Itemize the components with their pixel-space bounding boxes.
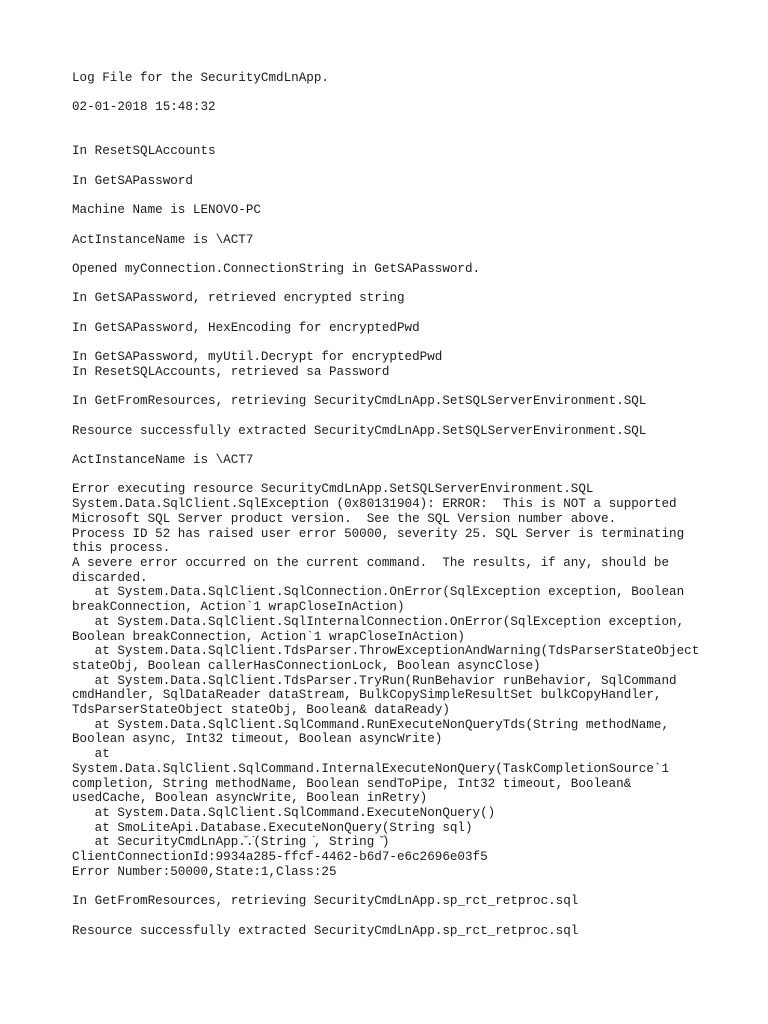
error-line: Microsoft SQL Server product version. See the SQL Version number above.: [72, 511, 617, 526]
error-line: discarded.: [72, 570, 148, 585]
stack-trace-line: at System.Data.SqlClient.TdsParser.TryRun(RunBehavior runBehavior, SqlCommand: [72, 673, 677, 688]
error-block: [72, 482, 712, 879]
stack-trace-line: TdsParserStateObject stateObj, Boolean& dataReady): [72, 703, 450, 718]
stack-trace-line: at System.Data.SqlClient.SqlInternalConnection.OnError(SqlException exception,: [72, 614, 685, 629]
log-line: Resource successfully extracted SecurityCmdLnApp.SetSQLServerEnvironment.SQL: [72, 423, 647, 438]
log-header: Log File for the SecurityCmdLnApp.: [72, 71, 329, 85]
client-connection-id: ClientConnectionId:9934a285-ffcf-4462-b6d7-e6c2696e03f5: [72, 850, 488, 865]
stack-trace-line: breakConnection, Action`1 wrapCloseInAction): [72, 600, 405, 615]
stack-trace-line: at SmoLiteApi.Database.ExecuteNonQuery(String sql): [72, 820, 473, 835]
error-line: A severe error occurred on the current command. The results, if any, should be: [72, 556, 670, 570]
log-text: [72, 71, 712, 938]
stack-trace-line: stateObj, Boolean callerHasConnectionLock, Boolean asyncClose): [72, 658, 541, 673]
log-line: In GetFromResources, retrieving SecurityCmdLnApp.SetSQLServerEnvironment.SQL: [72, 394, 647, 409]
stack-trace-line: Boolean breakConnection, Action`1 wrapCloseInAction): [72, 629, 465, 644]
log-line: ActInstanceName is \ACT7: [72, 232, 254, 247]
stack-trace-line: at System.Data.SqlClient.SqlCommand.ExecuteNonQuery(): [72, 805, 496, 820]
stack-trace-line: at System.Data.SqlClient.SqlConnection.OnError(SqlException exception, Boolean: [72, 585, 685, 600]
log-line: Machine Name is LENOVO-PC: [72, 203, 261, 218]
stack-trace-line: at System.Data.SqlClient.TdsParser.ThrowExceptionAndWarning(TdsParserStateObject: [72, 644, 700, 659]
log-line: In ResetSQLAccounts: [72, 144, 216, 159]
error-line: Error executing resource SecurityCmdLnApp.SetSQLServerEnvironment.SQL: [72, 482, 594, 497]
log-line: Resource successfully extracted SecurityCmdLnApp.sp_rct_retproc.sql: [72, 923, 579, 938]
stack-trace-line: at SecurityCmdLnApp.̆.̇(String ̇, String ̆): [72, 835, 390, 850]
error-line: this process.: [72, 541, 171, 556]
log-line: Opened myConnection.ConnectionString in GetSAPassword.: [72, 262, 481, 277]
stack-trace-line: at: [72, 747, 110, 762]
error-line: Process ID 52 has raised user error 50000, severity 25. SQL Server is terminating: [72, 526, 685, 541]
log-line: ActInstanceName is \ACT7: [72, 453, 254, 468]
log-line: In GetFromResources, retrieving SecurityCmdLnApp.sp_rct_retproc.sql: [72, 894, 579, 909]
stack-trace-line: cmdHandler, SqlDataReader dataStream, BulkCopySimpleResultSet bulkCopyHandler,: [72, 688, 662, 703]
log-line: In ResetSQLAccounts, retrieved sa Password: [72, 364, 390, 379]
stack-trace-line: completion, String methodName, Boolean sendToPipe, Int32 timeout, Boolean&: [72, 776, 632, 791]
stack-trace-line: System.Data.SqlClient.SqlCommand.InternalExecuteNonQuery(TaskCompletionSource`1: [72, 761, 670, 776]
log-line: In GetSAPassword: [72, 173, 193, 188]
error-line: System.Data.SqlClient.SqlException (0x80131904): ERROR: This is NOT a supported: [72, 497, 677, 512]
stack-trace-line: at System.Data.SqlClient.SqlCommand.RunExecuteNonQueryTds(String methodName,: [72, 717, 670, 732]
log-timestamp: 02-01-2018 15:48:32: [72, 100, 216, 115]
log-line: In GetSAPassword, myUtil.Decrypt for encryptedPwd: [72, 350, 443, 365]
error-number: Error Number:50000,State:1,Class:25: [72, 864, 337, 879]
stack-trace-line: usedCache, Boolean asyncWrite, Boolean inRetry): [72, 791, 428, 806]
stack-trace-line: Boolean async, Int32 timeout, Boolean asyncWrite): [72, 732, 443, 747]
log-line: In GetSAPassword, retrieved encrypted string: [72, 291, 405, 306]
log-line: In GetSAPassword, HexEncoding for encryptedPwd: [72, 320, 420, 335]
